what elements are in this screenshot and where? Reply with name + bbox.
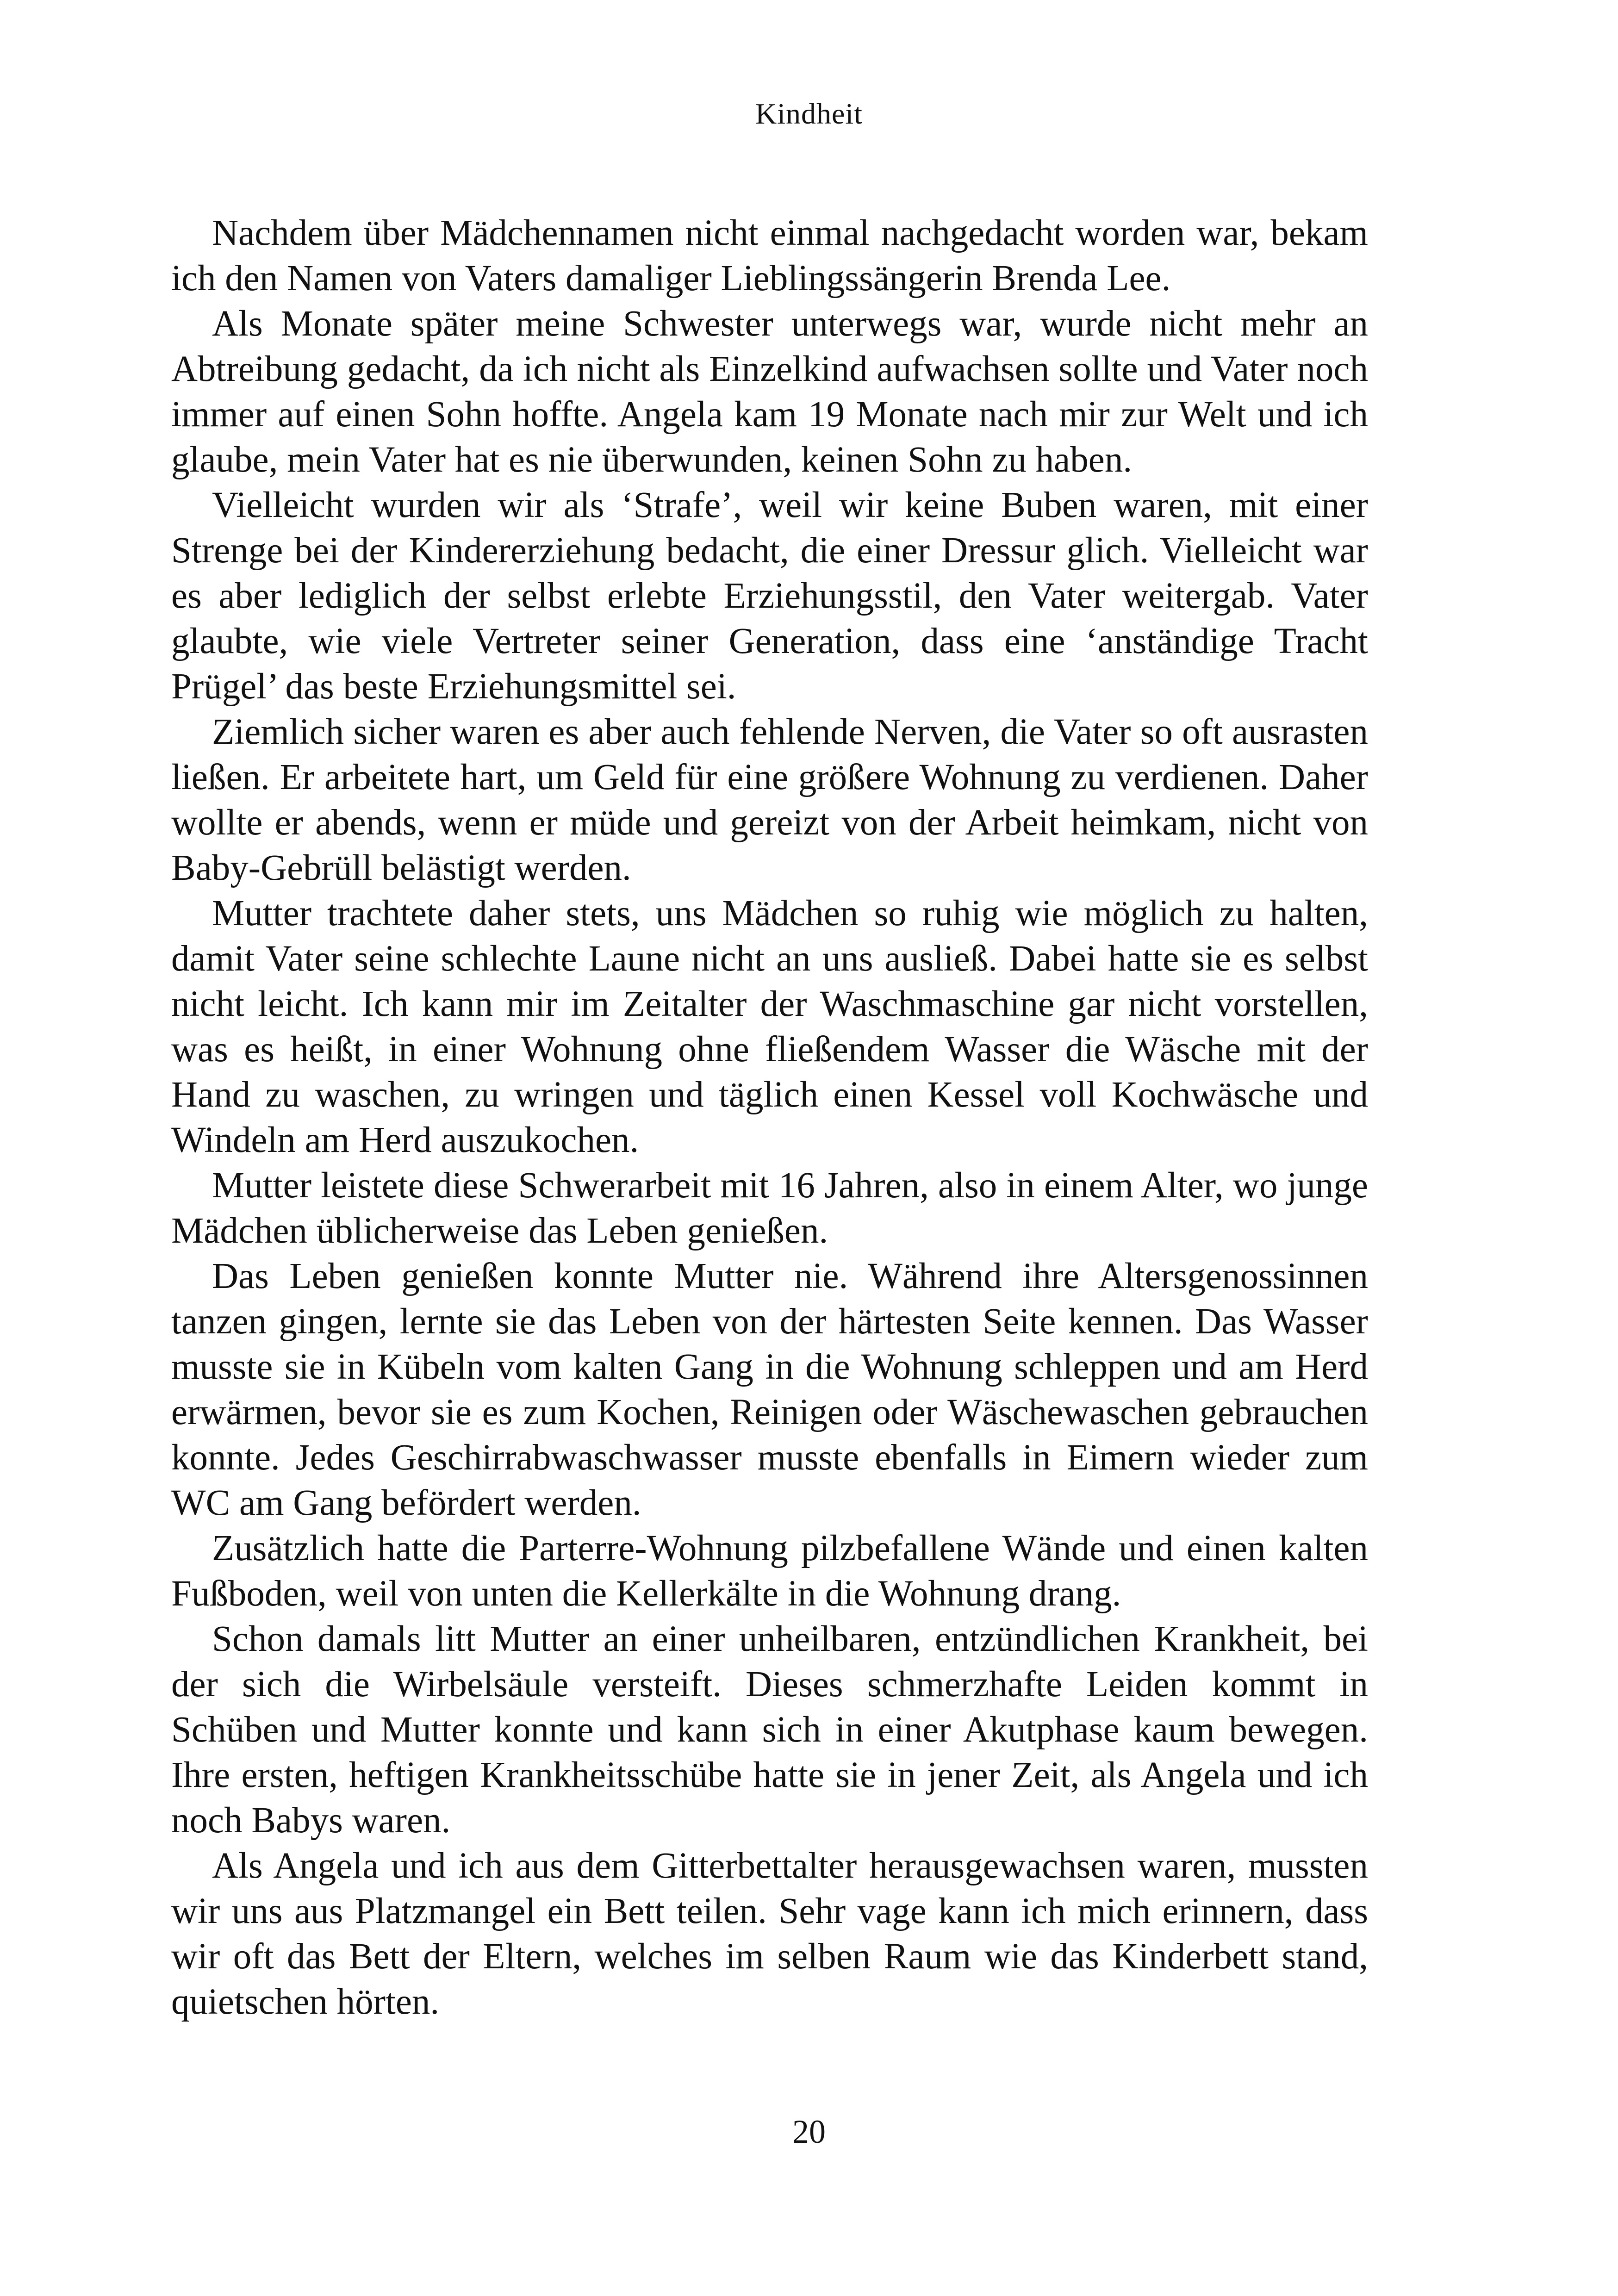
paragraph: Das Leben genießen konnte Mutter nie. Während ihre Altersgenossinnen tanzen gingen, lernte sie das Leben von der härtesten Seite kennen. Das Wasser musste sie in Kübeln vom kalten Gang in die Wohnung schleppen und am Herd erwärmen, bevor sie es zum Kochen, Reinigen oder Wäschewaschen gebrauchen konnte. Jedes Geschirrabwaschwasser musste ebenfalls in Eimern wieder zum WC am Gang befördert werden. bbox=[171, 1256, 1368, 1523]
paragraph: Als Angela und ich aus dem Gitterbettalter herausgewachsen waren, mussten wir uns aus Platzmangel ein Bett teilen. Sehr vage kann ich mich erinnern, dass wir oft das Bett der Eltern, welches im selben Raum wie das Kinderbett stand, quietschen hörten. bbox=[171, 1846, 1368, 2022]
paragraph: Schon damals litt Mutter an einer unheilbaren, entzündlichen Krankheit, bei der sich die Wirbelsäule versteift. Dieses schmerzhafte Leiden kommt in Schüben und Mutter konnte und kann sich in einer Akutphase kaum bewegen. Ihre ersten, heftigen Krankheitsschübe hatte sie in jener Zeit, als Angela und ich noch Babys waren. bbox=[171, 1619, 1368, 1841]
running-head: Kindheit bbox=[755, 97, 863, 130]
paragraph: Mutter trachtete daher stets, uns Mädchen so ruhig wie möglich zu halten, damit Vater seine schlechte Laune nicht an uns ausließ. Dabei hatte sie es selbst nicht leicht. Ich kann mir im Zeitalter der Waschmaschine gar nicht vorstellen, was es heißt, in einer Wohnung ohne fließendem Wasser die Wäsche mit der Hand zu waschen, zu wringen und täglich einen Kessel voll Kochwäsche und Windeln am Herd auszukochen. bbox=[171, 893, 1368, 1160]
page-number: 20 bbox=[792, 2113, 826, 2150]
body-text bbox=[171, 211, 1368, 2025]
paragraph: Vielleicht wurden wir als ‘Strafe’, weil wir keine Buben waren, mit einer Strenge bei der Kindererziehung bedacht, die einer Dressur glich. Vielleicht war es aber lediglich der selbst erlebte Erziehungsstil, den Vater weitergab. Vater glaubte, wie viele Vertreter seiner Generation, dass eine ‘anständige Tracht Prügel’ das beste Erziehungsmittel sei. bbox=[171, 485, 1368, 707]
paragraph: Mutter leistete diese Schwerarbeit mit 16 Jahren, also in einem Alter, wo junge Mädchen üblicherweise das Leben genießen. bbox=[171, 1165, 1368, 1251]
paragraph: Ziemlich sicher waren es aber auch fehlende Nerven, die Vater so oft ausrasten ließen. Er arbeitete hart, um Geld für eine größere Wohnung zu verdienen. Daher wollte er abends, wenn er müde und gereizt von der Arbeit heimkam, nicht von Baby-Gebrüll belästigt werden. bbox=[171, 712, 1368, 888]
paragraph: Zusätzlich hatte die Parterre-Wohnung pilzbefallene Wände und einen kalten Fußboden, weil von unten die Kellerkälte in die Wohnung drang. bbox=[171, 1528, 1368, 1614]
paragraph: Als Monate später meine Schwester unterwegs war, wurde nicht mehr an Abtreibung gedacht, da ich nicht als Einzelkind aufwachsen sollte und Vater noch immer auf einen Sohn hoffte. Angela kam 19 Monate nach mir zur Welt und ich glaube, mein Vater hat es nie überwunden, keinen Sohn zu haben. bbox=[171, 304, 1368, 480]
paragraph: Nachdem über Mädchennamen nicht einmal nachgedacht worden war, bekam ich den Namen von Vaters damaliger Lieblingssängerin Brenda Lee. bbox=[171, 213, 1368, 299]
